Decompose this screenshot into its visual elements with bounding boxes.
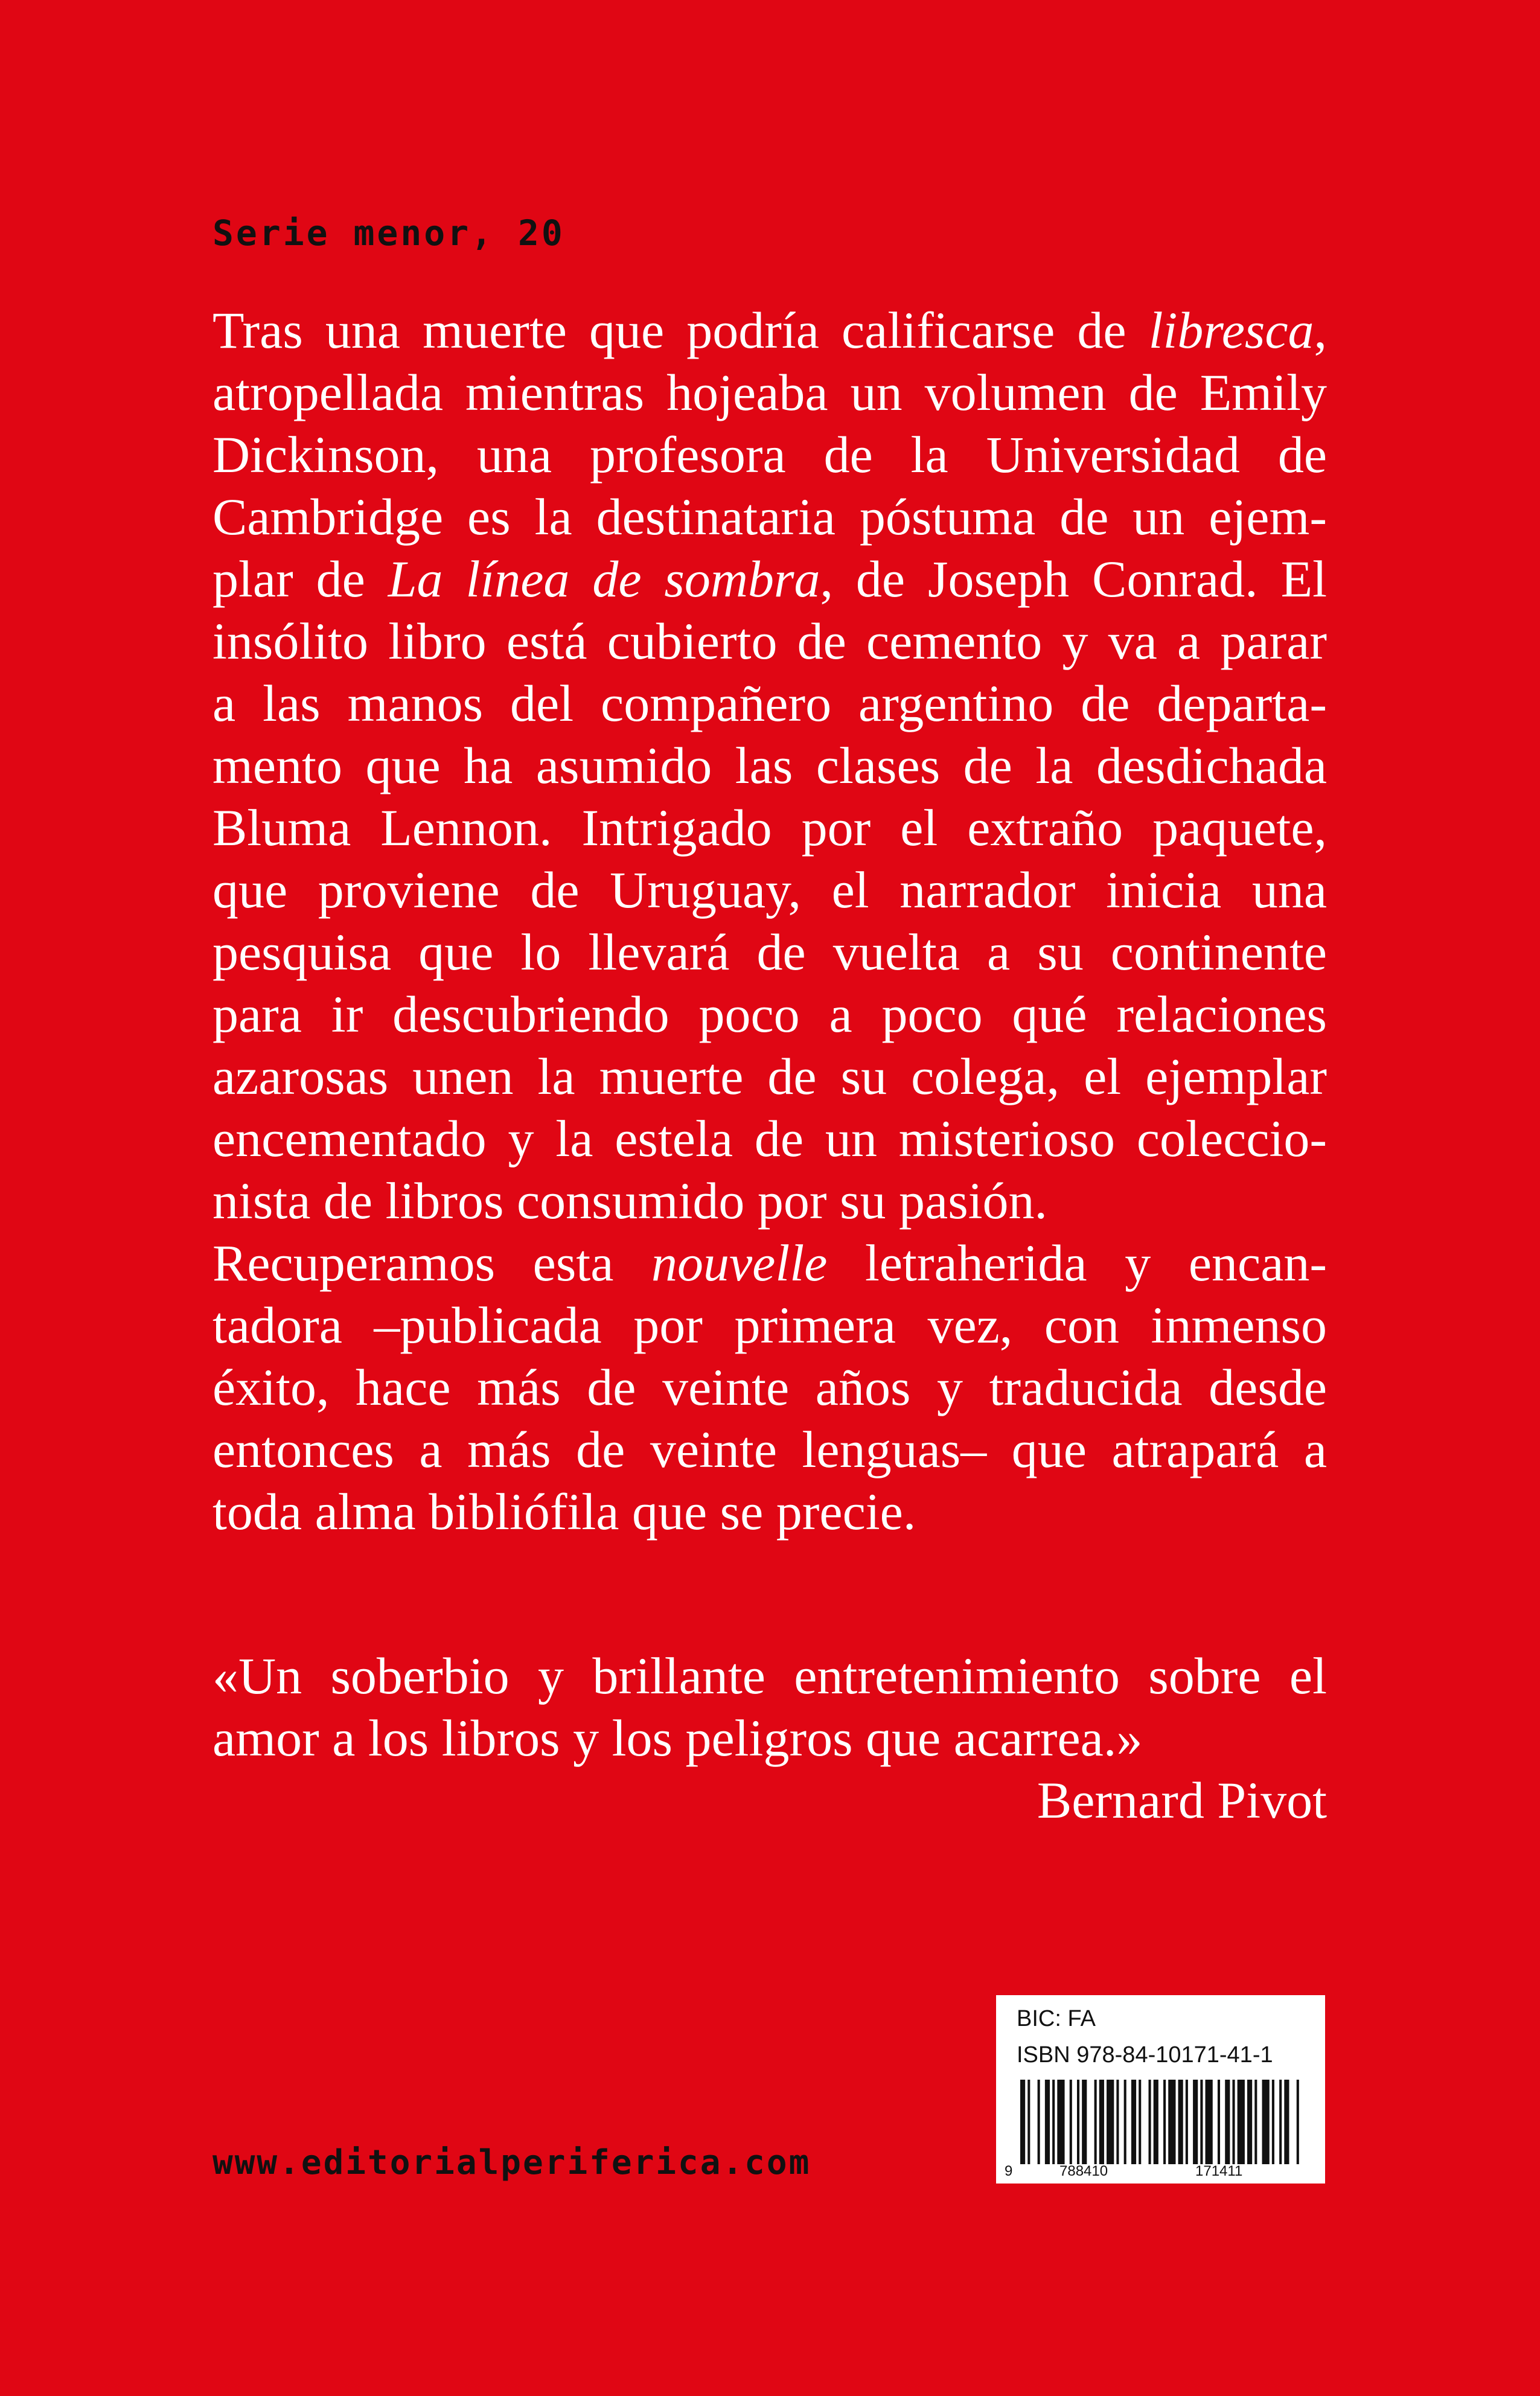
barcode-bar: [1124, 2080, 1126, 2164]
barcode-bar: [1200, 2080, 1203, 2164]
blurb-line: tadora –publicada por primera vez, con inmenso: [212, 1296, 1327, 1354]
barcode-bar: [1279, 2080, 1282, 2164]
barcode-bar: [1045, 2080, 1050, 2164]
barcode-bar: [1193, 2080, 1198, 2164]
blurb-line: Bluma Lennon. Intrigado por el extraño paquete,: [212, 799, 1327, 857]
barcode-bars: [1020, 2080, 1304, 2164]
barcode-digits-left: 788410: [1059, 2163, 1108, 2179]
blurb-line: azarosas unen la muerte de su colega, el ejemplar: [212, 1047, 1327, 1105]
blurb-line: nista de libros consumido por su pasión.: [212, 1172, 1048, 1230]
review-quote: [212, 1645, 1327, 1832]
barcode-bar: [1225, 2080, 1230, 2164]
barcode-bar: [1218, 2080, 1220, 2164]
barcode-bar: [1154, 2080, 1158, 2164]
barcode-bar: [1116, 2080, 1119, 2164]
blurb-line: pesquisa que lo llevará de vuelta a su continente: [212, 923, 1327, 981]
barcode-bar: [1254, 2080, 1257, 2164]
barcode-bar: [1131, 2080, 1136, 2164]
quote-author: Bernard Pivot: [1037, 1771, 1327, 1829]
barcode-bar: [1099, 2080, 1104, 2164]
blurb-line: mento que ha asumido las clases de la desdichada: [212, 736, 1327, 794]
blurb-line: encementado y la estela de un misterioso coleccio-: [212, 1110, 1327, 1168]
blurb-line: insólito libro está cubierto de cemento y va a parar: [212, 612, 1327, 670]
barcode-bar: [1020, 2080, 1025, 2164]
barcode-bar: [1052, 2080, 1055, 2164]
barcode-digits-right: 171411: [1195, 2163, 1243, 2179]
blurb-line: toda alma bibliófila que se precie.: [212, 1483, 916, 1541]
blurb-line: entonces a más de veinte lenguas– que atrapará a: [212, 1420, 1327, 1478]
publisher-url: www.editorialperiferica.com: [212, 2143, 811, 2182]
barcode-bar: [1163, 2080, 1166, 2164]
barcode-bar: [1094, 2080, 1097, 2164]
barcode-bar: [1038, 2080, 1040, 2164]
barcode-bar: [1082, 2080, 1087, 2164]
barcode-bar: [1297, 2080, 1299, 2164]
bic-code: BIC: FA: [1017, 2006, 1096, 2031]
barcode-bar: [1168, 2080, 1175, 2164]
blurb-line: plar de La línea de sombra, de Joseph Conrad. El: [212, 550, 1328, 608]
series-label: Serie menor, 20: [212, 212, 565, 254]
blurb-line: éxito, hace más de veinte años y traducida desde: [212, 1358, 1327, 1416]
quote-line: «Un soberbio y brillante entretenimiento sobre el: [212, 1647, 1327, 1705]
barcode-box: [996, 1995, 1325, 2184]
barcode-bar: [1178, 2080, 1183, 2164]
barcode-bar: [1232, 2080, 1235, 2164]
barcode-bar: [1262, 2080, 1270, 2164]
blurb-line: Cambridge es la destinataria póstuma de un ejem-: [212, 488, 1327, 546]
barcode-bar: [1284, 2080, 1289, 2164]
blurb-line: para ir descubriendo poco a poco qué relaciones: [212, 985, 1327, 1043]
barcode-bar: [1186, 2080, 1188, 2164]
barcode-bar: [1272, 2080, 1274, 2164]
barcode-bar: [1077, 2080, 1079, 2164]
blurb-line: a las manos del compañero argentino de departa-: [212, 674, 1327, 732]
blurb-text: [212, 299, 1327, 1543]
barcode-bar: [1057, 2080, 1064, 2164]
blurb-line: Recuperamos esta nouvelle letraherida y encan-: [212, 1234, 1328, 1292]
blurb-line: Tras una muerte que podría calificarse de libresca,: [212, 301, 1327, 359]
barcode-bar: [1139, 2080, 1141, 2164]
barcode-bar: [1247, 2080, 1252, 2164]
barcode-bar: [1070, 2080, 1072, 2164]
blurb-line: Dickinson, una profesora de la Universidad de: [212, 426, 1327, 484]
barcode-bar: [1206, 2080, 1213, 2164]
blurb-line: que proviene de Uruguay, el narrador inicia una: [212, 861, 1327, 919]
quote-line: amor a los libros y los peligros que acarrea.»: [212, 1709, 1143, 1767]
barcode-bar: [1238, 2080, 1245, 2164]
barcode-digit-first: 9: [1005, 2163, 1013, 2179]
barcode-bar: [1107, 2080, 1114, 2164]
isbn-text: ISBN 978-84-10171-41-1: [1017, 2042, 1273, 2068]
barcode-bar: [1149, 2080, 1151, 2164]
barcode-bar: [1027, 2080, 1030, 2164]
blurb-line: atropellada mientras hojeaba un volumen de Emily: [212, 363, 1327, 421]
